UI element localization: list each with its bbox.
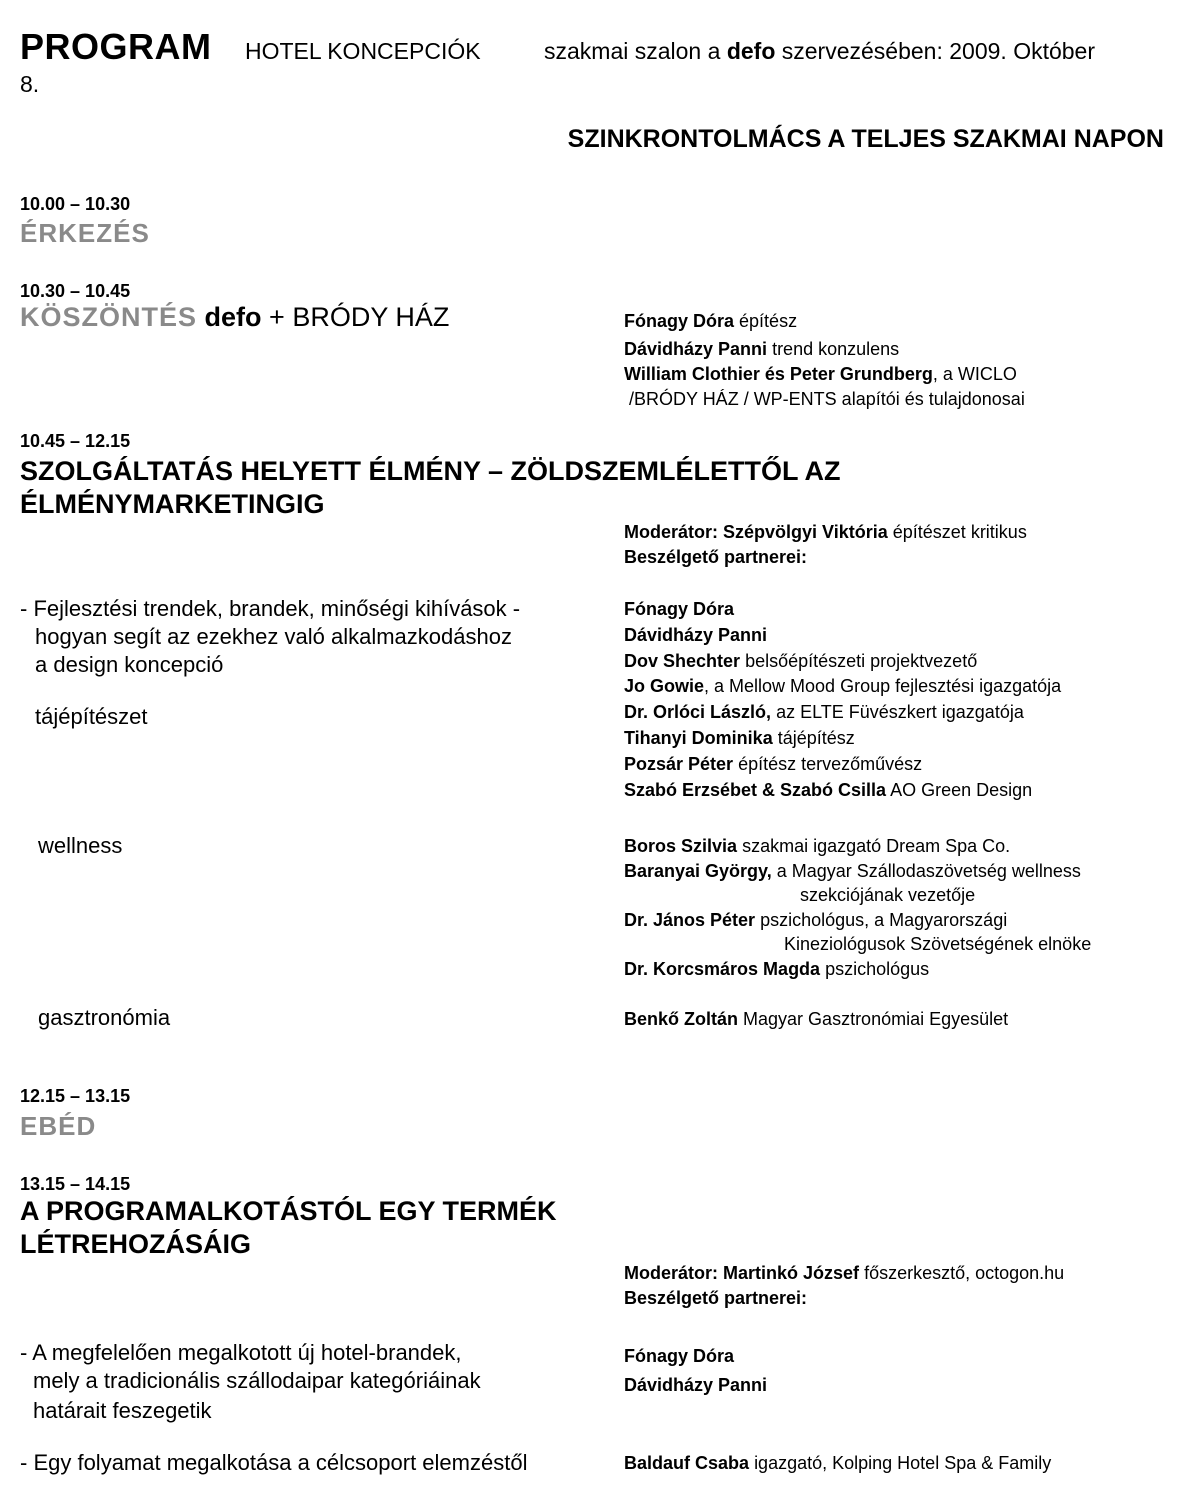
speaker	[624, 597, 1061, 623]
speaker-role: a Magyar Szállodaszövetség wellness	[776, 860, 1081, 881]
session-title-continued: LÉTREHOZÁSÁIG	[20, 1229, 252, 1259]
moderator-label: Moderátor:	[624, 1263, 718, 1283]
speaker	[624, 752, 1061, 778]
organizer-date: szervezésében: 2009. Október	[781, 38, 1096, 64]
speaker-name: Boros Szilvia	[624, 836, 738, 856]
speaker	[624, 908, 1091, 933]
moderator-name: Martinkó József	[723, 1263, 860, 1283]
session-title-continued: ÉLMÉNYMARKETINGIG	[20, 489, 325, 519]
speaker-role: igazgató, Kolping Hotel Spa & Family	[754, 1453, 1052, 1473]
interpreter-notice: SZINKRONTOLMÁCS A TELJES SZAKMAI NAPON	[567, 125, 1164, 153]
moderator	[624, 520, 1027, 545]
speaker-role-continued: szekciójának vezetője	[800, 885, 976, 905]
session-time: 13.15 – 14.15	[20, 1174, 131, 1194]
speaker	[624, 700, 1061, 726]
speaker-role: Magyar Gasztronómiai Egyesület	[743, 1009, 1009, 1029]
speaker	[624, 1451, 1051, 1476]
speaker-role: építész	[739, 311, 798, 331]
session-time: 10.30 – 10.45	[20, 281, 131, 301]
moderator-role: főszerkesztő, octogon.hu	[864, 1263, 1065, 1283]
speaker-list	[624, 597, 1061, 803]
topic-line: - Egy folyamat megalkotása a célcsoport elemzéstől	[20, 1450, 528, 1475]
speaker-name: Fónagy Dóra	[624, 311, 735, 331]
topic-line: tájépítészet	[35, 704, 148, 729]
topic-line: hogyan segít az ezekhez való alkalmazkodáshoz	[35, 624, 512, 649]
moderator-block	[624, 1261, 1064, 1311]
speaker	[624, 674, 1061, 700]
speaker	[624, 957, 1091, 982]
speaker-role: , a WICLO	[932, 364, 1017, 384]
event-subtitle: HOTEL KONCEPCIÓK	[245, 38, 481, 64]
speaker-role: trend konzulens	[772, 339, 900, 359]
speaker-list	[624, 309, 1025, 412]
welcome-host: + BRÓDY HÁZ	[269, 302, 450, 332]
organizer-brand: defo	[726, 38, 776, 64]
speaker-role-continued: Kineziológusok Szövetségének elnöke	[784, 934, 1092, 954]
speaker-name: Dávidházy Panni	[624, 1375, 768, 1395]
speaker-role: pszichológus	[825, 958, 930, 979]
speaker-list-gastro	[624, 1007, 1008, 1032]
moderator	[624, 1261, 1064, 1286]
speaker	[624, 1007, 1008, 1032]
program-heading: PROGRAM	[20, 26, 212, 67]
speaker-name: Baldauf Csaba	[624, 1453, 750, 1473]
speaker	[624, 778, 1061, 804]
topic-line: gasztronómia	[38, 1005, 171, 1030]
session-title	[20, 302, 449, 333]
topic-line: - A megfelelően megalkotott új hotel-brandek,	[20, 1340, 462, 1365]
speaker-name: Dr. Korcsmáros Magda	[624, 958, 821, 979]
speaker-name: Dr. Orlóci László,	[624, 702, 772, 723]
session-title: A PROGRAMALKOTÁSTÓL EGY TERMÉK	[20, 1196, 557, 1226]
event-date-continued: 8.	[20, 71, 40, 97]
speaker-role: szakmai igazgató Dream Spa Co.	[742, 836, 1011, 856]
speaker-name: Jo Gowie	[624, 676, 705, 697]
speaker-role: tájépítész	[777, 727, 855, 748]
session-time: 10.45 – 12.15	[20, 431, 131, 451]
speaker-role: , a Mellow Mood Group fejlesztési igazgatója	[704, 676, 1062, 697]
speaker-name: Szabó Erzsébet & Szabó Csilla	[624, 779, 887, 800]
speaker	[624, 337, 1025, 362]
speaker-name: Dávidházy Panni	[624, 339, 768, 359]
speaker	[624, 834, 1091, 859]
speaker-list-wellness	[624, 834, 1091, 981]
speaker-role: AO Green Design	[890, 779, 1033, 800]
speaker	[624, 623, 1061, 649]
speaker-role: az ELTE Füvészkert igazgatója	[776, 702, 1024, 723]
topic-line: wellness	[38, 833, 123, 858]
organizer-prefix: szakmai szalon a	[544, 38, 721, 64]
session-title: ÉRKEZÉS	[20, 218, 150, 248]
speaker	[624, 1371, 767, 1400]
partners-label: Beszélgető partnerei:	[624, 1288, 808, 1308]
speaker	[624, 726, 1061, 752]
speaker-role: pszichológus, a Magyarországi	[760, 909, 1008, 930]
speaker-list	[624, 1342, 767, 1400]
topic-line: határait feszegetik	[33, 1398, 212, 1423]
welcome-label: KÖSZÖNTÉS	[20, 302, 198, 332]
speaker-name: Dávidházy Panni	[624, 624, 768, 645]
welcome-brand: defo	[204, 302, 262, 332]
speaker	[624, 859, 1091, 884]
topic-line: - Fejlesztési trendek, brandek, minőségi kihívások -	[20, 596, 521, 621]
event-organizer-line	[544, 38, 1095, 65]
speaker-name: Baranyai György,	[624, 860, 772, 881]
speaker-name: William Clothier és Peter Grundberg	[624, 364, 933, 384]
topic-line: mely a tradicionális szállodaipar kategóriáinak	[33, 1368, 481, 1393]
speaker-name: Fónagy Dóra	[624, 1346, 735, 1366]
speaker-name: Tihanyi Dominika	[624, 727, 773, 748]
speaker-role: belsőépítészeti projektvezető	[745, 650, 978, 671]
session-time: 10.00 – 10.30	[20, 194, 131, 214]
moderator-label: Moderátor:	[624, 522, 718, 542]
speaker	[624, 1342, 767, 1371]
moderator-name: Szépvölgyi Viktória	[723, 522, 888, 542]
speaker-name: Dr. János Péter	[624, 909, 756, 930]
speaker-name: Fónagy Dóra	[624, 599, 735, 619]
speaker-list	[624, 1451, 1051, 1476]
topic-line: a design koncepció	[35, 652, 224, 677]
speaker-name: Pozsár Péter	[624, 753, 734, 774]
session-time: 12.15 – 13.15	[20, 1086, 131, 1106]
partners-label: Beszélgető partnerei:	[624, 547, 808, 567]
session-title: SZOLGÁLTATÁS HELYETT ÉLMÉNY – ZÖLDSZEMLÉLETTŐL AZ	[20, 456, 841, 486]
speaker-name: Benkő Zoltán	[624, 1009, 739, 1029]
speaker-role: építész tervezőművész	[738, 753, 923, 774]
speaker-role-continued: /BRÓDY HÁZ / WP-ENTS alapítói és tulajdonosai	[629, 389, 1025, 409]
speaker	[624, 309, 1025, 334]
speaker	[624, 362, 1025, 387]
speaker-name: Dov Shechter	[624, 650, 741, 671]
moderator-block	[624, 520, 1027, 570]
speaker	[624, 649, 1061, 675]
moderator-role: építészet kritikus	[892, 522, 1027, 542]
session-title: EBÉD	[20, 1111, 97, 1141]
